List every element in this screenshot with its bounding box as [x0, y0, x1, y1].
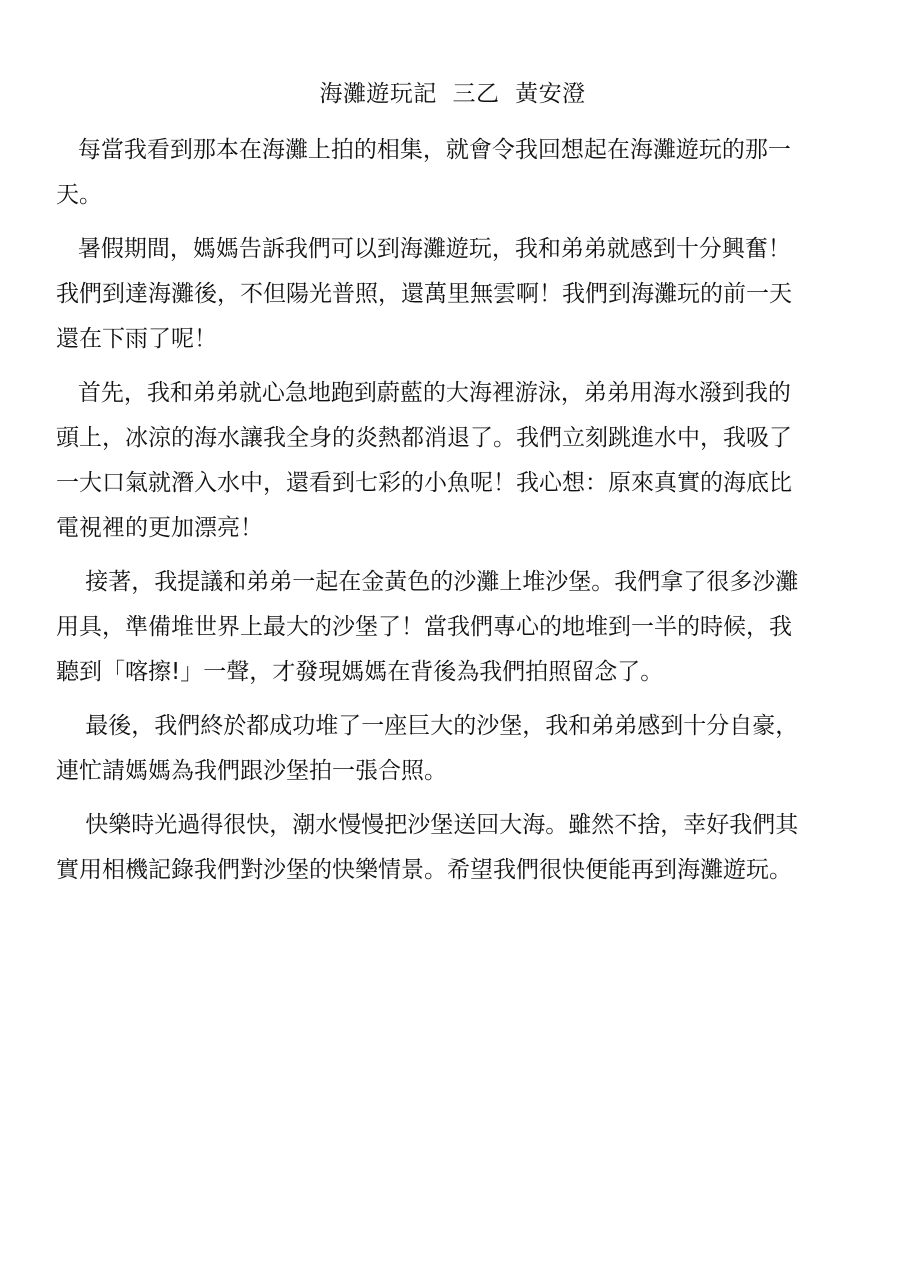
- text-line: 最後，我們終於都成功堆了一座巨大的沙堡，我和弟弟感到十分自豪，: [56, 713, 799, 739]
- text-line: 我們到達海灘後，不但陽光普照，還萬里無雲啊！我們到海灘玩的前一天: [56, 281, 792, 307]
- text-line: 接著，我提議和弟弟一起在金黃色的沙灘上堆沙堡。我們拿了很多沙灘: [56, 569, 799, 595]
- text-line: 天。: [56, 182, 102, 208]
- text-line: 聽到「喀擦!」一聲，才發現媽媽在背後為我們拍照留念了。: [56, 659, 664, 685]
- document-title: 海灘遊玩記 三乙 黃安澄: [319, 81, 586, 107]
- essay-body: [56, 128, 851, 902]
- paragraph-5: [56, 704, 851, 794]
- text-line: 實用相機記錄我們對沙堡的快樂情景。希望我們很快便能再到海灘遊玩。: [56, 857, 792, 883]
- paragraph-4: [56, 560, 851, 695]
- text-line: 連忙請媽媽為我們跟沙堡拍一張合照。: [56, 758, 447, 784]
- text-line: 用具，準備堆世界上最大的沙堡了！當我們專心的地堆到一半的時候，我: [56, 614, 792, 640]
- text-line: 還在下雨了呢！: [56, 326, 217, 352]
- text-line: 暑假期間，媽媽告訴我們可以到海灘遊玩，我和弟弟就感到十分興奮！: [56, 236, 791, 262]
- text-line: 快樂時光過得很快，潮水慢慢把沙堡送回大海。雖然不捨，幸好我們其: [56, 812, 799, 838]
- text-line: 頭上，冰涼的海水讓我全身的炎熱都消退了。我們立刻跳進水中，我吸了: [56, 425, 792, 451]
- paragraph-2: [56, 227, 851, 362]
- text-line: 電視裡的更加漂亮！: [56, 515, 263, 541]
- paragraph-1: [56, 128, 851, 218]
- paragraph-3: [56, 371, 851, 551]
- paragraph-6: [56, 803, 851, 893]
- text-line: 首先，我和弟弟就心急地跑到蔚藍的大海裡游泳，弟弟用海水潑到我的: [56, 380, 791, 406]
- text-line: 一大口氣就潛入水中，還看到七彩的小魚呢！我心想：原來真實的海底比: [56, 470, 792, 496]
- text-line: 每當我看到那本在海灘上拍的相集，就會令我回想起在海灘遊玩的那一: [56, 137, 791, 163]
